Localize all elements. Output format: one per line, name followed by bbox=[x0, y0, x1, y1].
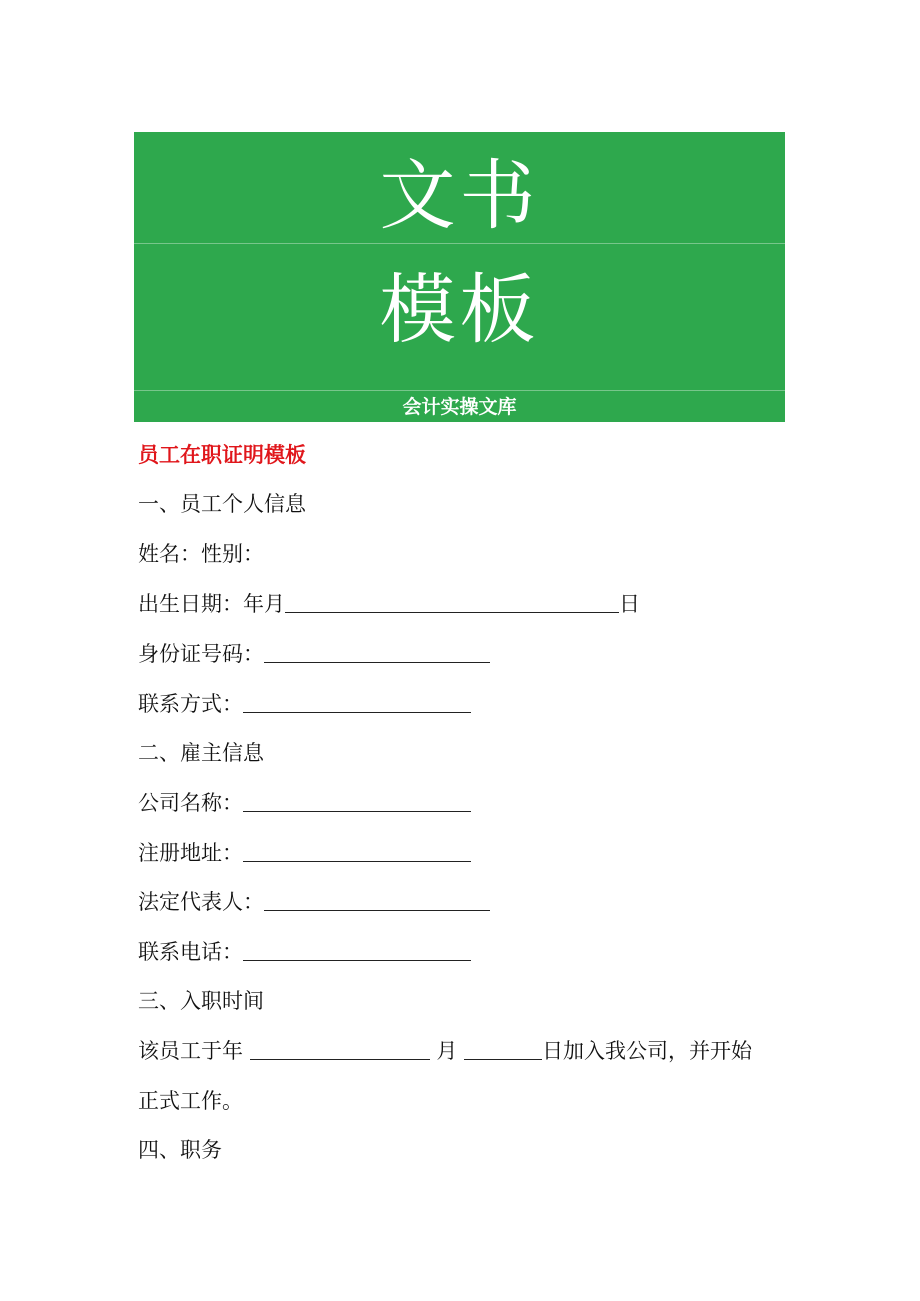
name-gender-line: 姓名：性别： bbox=[138, 542, 264, 566]
section-heading-position: 四、职务 bbox=[138, 1138, 222, 1162]
birth-date-blank[interactable] bbox=[285, 590, 619, 613]
section-heading-start-date: 三、入职时间 bbox=[138, 989, 264, 1013]
section-heading-employer-info: 二、雇主信息 bbox=[138, 741, 264, 765]
company-name-blank[interactable] bbox=[243, 789, 471, 812]
legal-representative-line bbox=[138, 887, 490, 917]
start-month-blank[interactable] bbox=[464, 1037, 542, 1060]
contact-label: 联系方式： bbox=[138, 692, 243, 716]
banner-title-line1: 文书 bbox=[379, 151, 540, 240]
birth-date-suffix: 日 bbox=[619, 592, 640, 616]
start-year-blank[interactable] bbox=[250, 1037, 430, 1060]
banner-title-line2: 模板 bbox=[379, 265, 540, 354]
registered-address-blank[interactable] bbox=[243, 839, 471, 862]
start-date-line bbox=[138, 1036, 752, 1066]
registered-address-label: 注册地址： bbox=[138, 841, 243, 865]
contact-blank[interactable] bbox=[243, 690, 471, 713]
id-number-label: 身份证号码： bbox=[138, 642, 264, 666]
legal-representative-blank[interactable] bbox=[264, 888, 490, 911]
cover-banner bbox=[134, 132, 785, 422]
company-name-line bbox=[138, 788, 471, 818]
legal-representative-label: 法定代表人： bbox=[138, 890, 264, 914]
start-date-text-1: 该员工于年 bbox=[138, 1039, 243, 1063]
banner-subtitle: 会计实操文库 bbox=[402, 396, 517, 418]
section-heading-personal-info: 一、员工个人信息 bbox=[138, 492, 306, 516]
company-name-label: 公司名称： bbox=[138, 791, 243, 815]
contact-line bbox=[138, 689, 471, 719]
start-date-text-2: 月 bbox=[436, 1039, 458, 1063]
id-number-blank[interactable] bbox=[264, 640, 490, 663]
contact-phone-line bbox=[138, 937, 471, 967]
birth-date-label: 出生日期：年月 bbox=[138, 592, 285, 616]
registered-address-line bbox=[138, 838, 471, 868]
contact-phone-blank[interactable] bbox=[243, 938, 471, 961]
start-date-text-3: 日加入我公司，并开始 bbox=[542, 1039, 753, 1063]
birth-date-line bbox=[138, 589, 640, 619]
id-number-line bbox=[138, 639, 490, 669]
document-title: 员工在职证明模板 bbox=[138, 443, 306, 467]
contact-phone-label: 联系电话： bbox=[138, 940, 243, 964]
start-date-line-2: 正式工作。 bbox=[138, 1089, 243, 1113]
